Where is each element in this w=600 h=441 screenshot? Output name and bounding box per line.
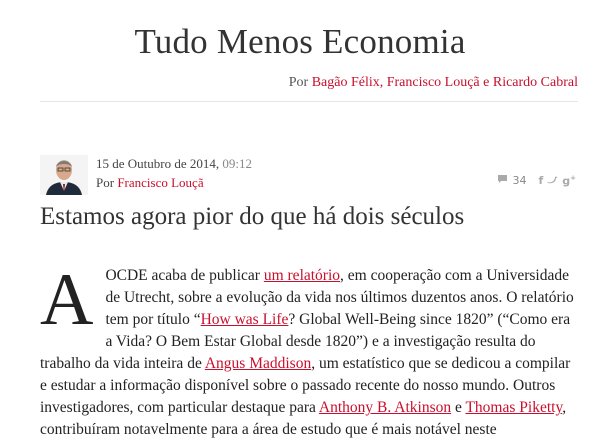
body-text: OCDE acaba de publicar xyxy=(105,267,264,284)
twitter-icon[interactable] xyxy=(547,174,558,187)
facebook-icon[interactable]: f xyxy=(538,174,544,188)
post-author xyxy=(96,175,204,191)
post-title[interactable]: Estamos agora pior do que há dois séculos xyxy=(40,203,465,230)
post-time: 09:12 xyxy=(222,156,252,171)
header-divider xyxy=(40,101,578,102)
drop-cap: A xyxy=(40,259,94,341)
blog-byline xyxy=(289,75,578,91)
post-date xyxy=(96,156,252,172)
post-author-link[interactable]: Francisco Louçã xyxy=(117,175,204,190)
link-how-was-life[interactable]: How was Life xyxy=(200,311,289,328)
byline-prefix: Por xyxy=(288,75,309,90)
comment-icon[interactable] xyxy=(497,174,508,187)
body-text: ? Global Well-Being since 1820” (“Como era a Vida? O Bem Estar Global desde 1820”) e a investigação resulta do trabalho da vida inteira de xyxy=(40,311,571,372)
post-author-prefix: Por xyxy=(96,175,115,190)
link-anthony-atkinson[interactable]: Anthony B. Atkinson xyxy=(318,399,452,416)
body-text: e xyxy=(451,399,466,416)
author-avatar[interactable] xyxy=(40,155,88,195)
article-body xyxy=(40,259,578,441)
share-bar xyxy=(497,174,576,188)
blog-title[interactable]: Tudo Menos Economia xyxy=(134,22,466,61)
byline-authors-link[interactable]: Bagão Félix, Francisco Louçã e Ricardo Cabral xyxy=(311,75,578,90)
post-date-text: 15 de Outubro de 2014, xyxy=(96,156,220,171)
body-text: , em cooperação com a Universidade de Utrecht, sobre a evolução da vida nos últimos duzentos anos. O relatório tem por título “ xyxy=(105,267,574,328)
link-angus-maddison[interactable]: Angus Maddison xyxy=(204,355,312,372)
body-text: , um estatístico que se dedicou a compilar e estudar a informação disponível sobre o passado recente do nosso mundo. Outros investigadores, com particular destaque para xyxy=(40,355,571,416)
comment-count[interactable]: 34 xyxy=(512,174,527,188)
googleplus-icon[interactable]: g+ xyxy=(562,174,576,188)
link-relatorio[interactable]: um relatório xyxy=(263,267,341,284)
link-thomas-piketty[interactable]: Thomas Piketty xyxy=(465,399,563,416)
body-text: , contribuíram notavelmente para a área de estudo que é mais notável neste xyxy=(40,399,567,438)
